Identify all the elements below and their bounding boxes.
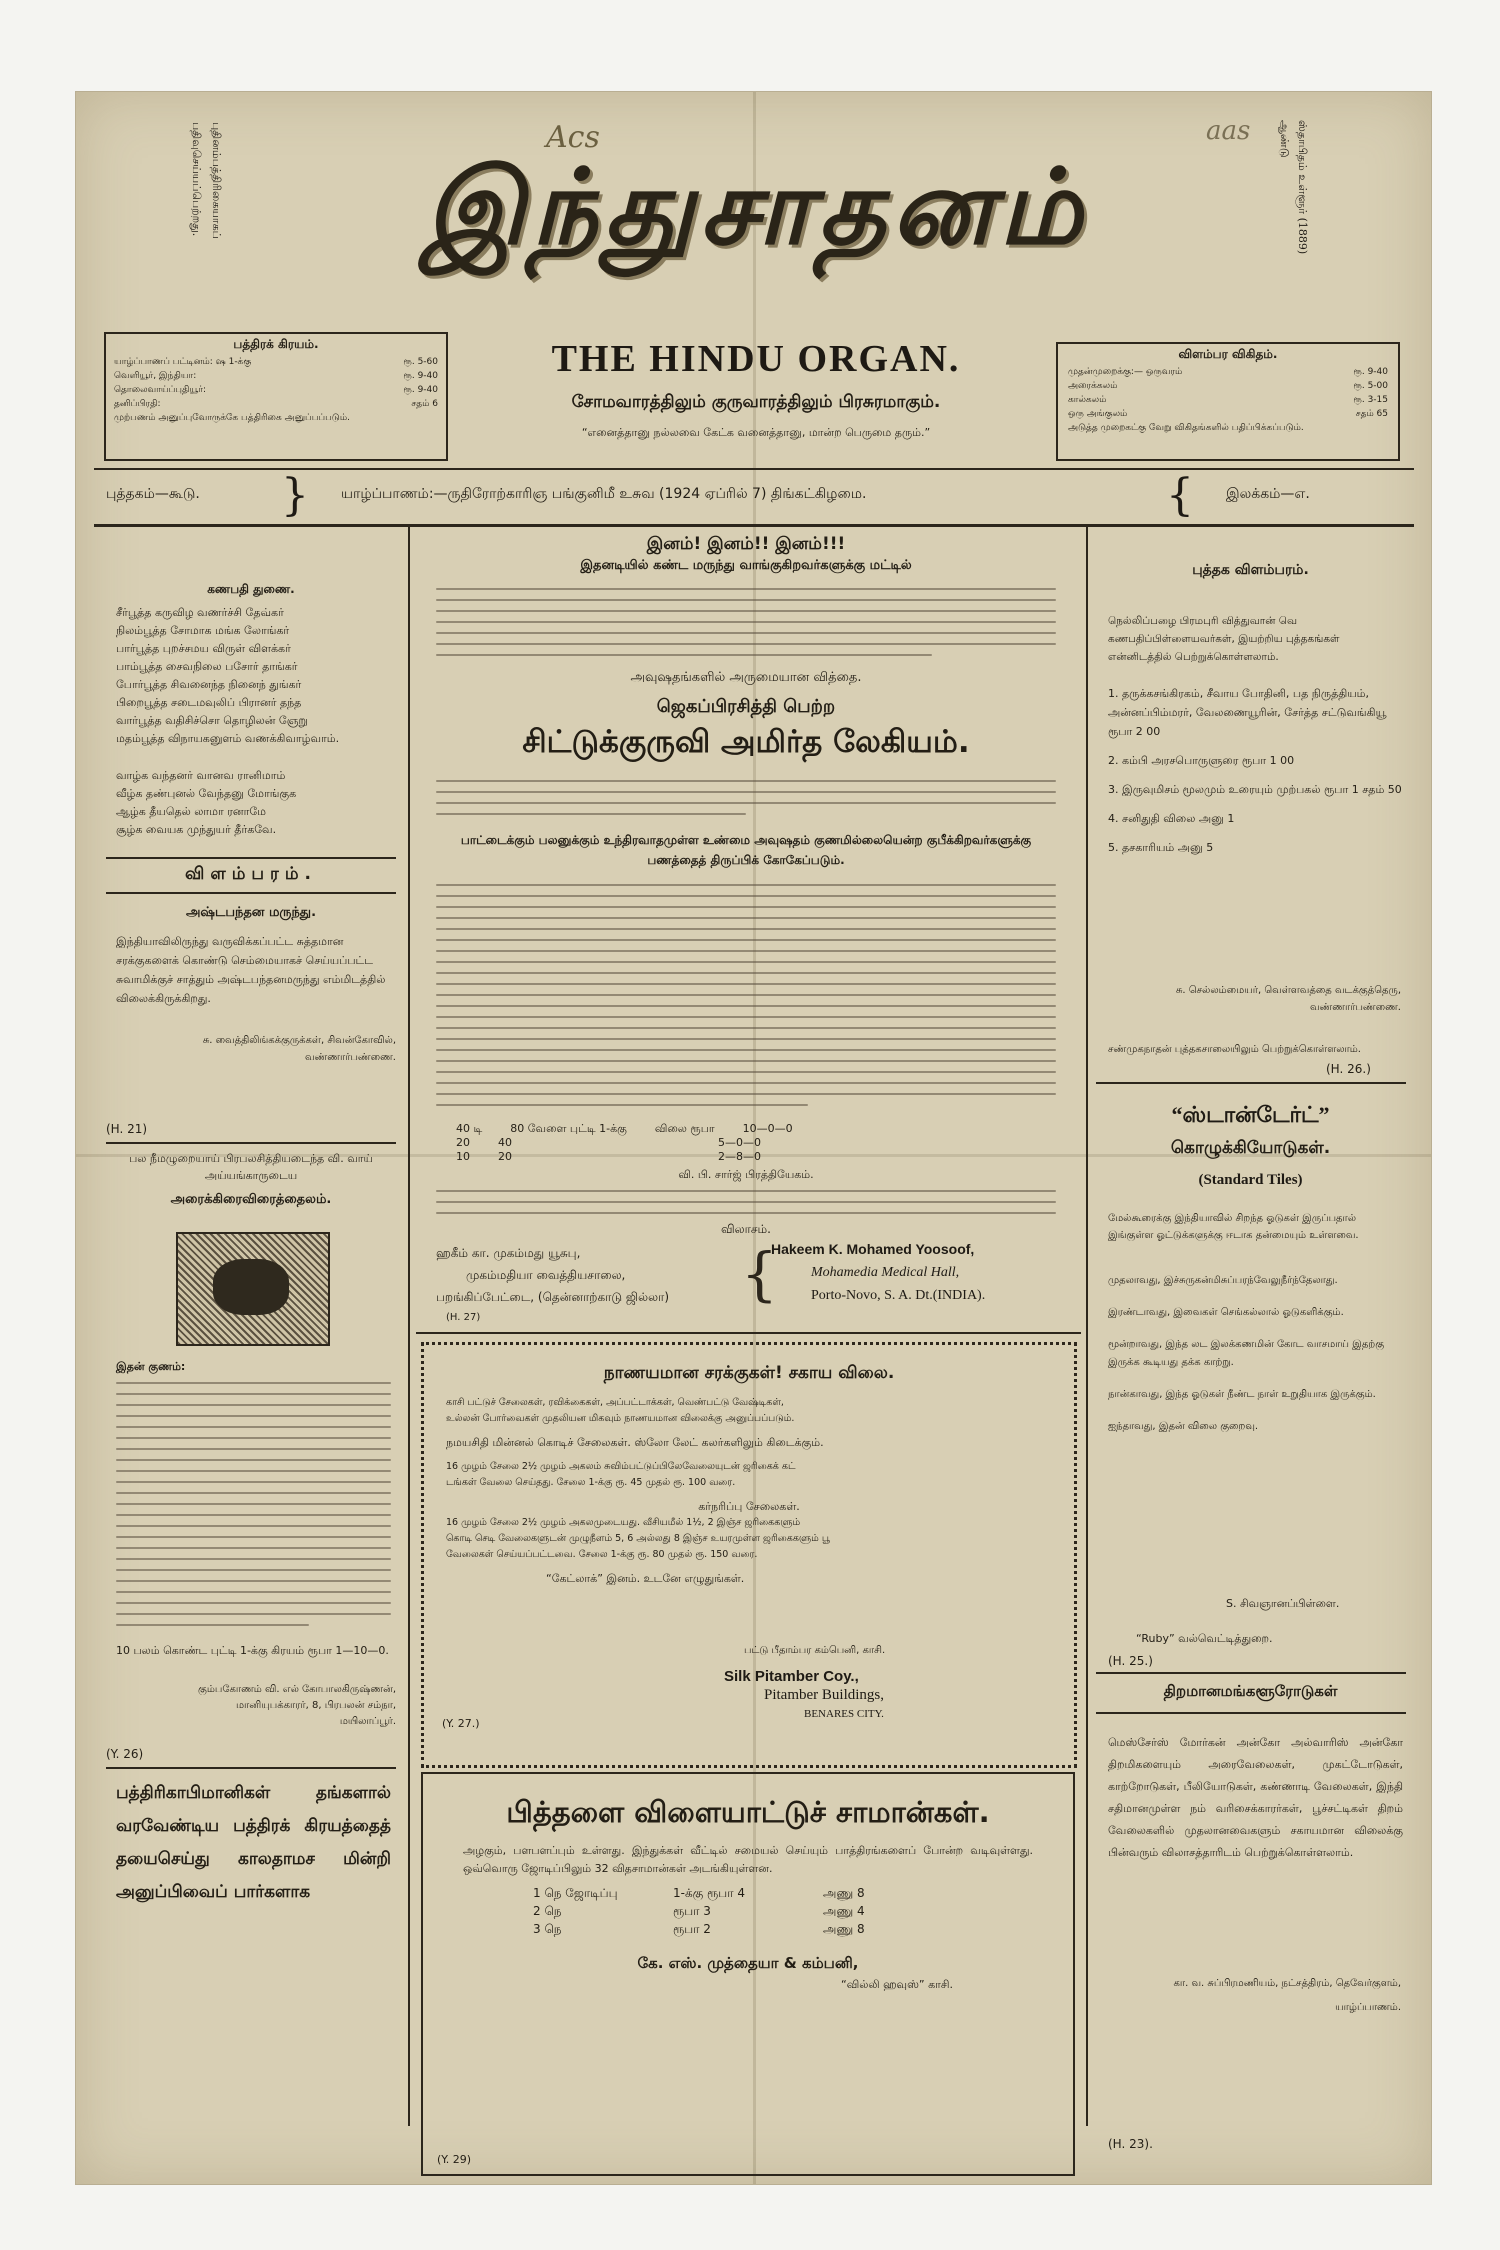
price-cell: 80 வேளை புட்டி 1-க்கு: [510, 1122, 627, 1135]
row-label: தொலைவாய்ப்புதியூர்:: [114, 385, 207, 395]
verse-line: வாழ்க வந்தனர் வானவ ரானிமாம்: [116, 769, 286, 782]
silk-line: வேலைகள் செய்யப்பட்டவை. சேலை 1-க்கு ரூ. 80 முதல் ரூ. 150 வரை.: [446, 1549, 758, 1560]
addr-line: Hakeem K. Mohamed Yoosoof,: [771, 1241, 975, 1257]
silk-line: டங்கள் வேலை செய்தது. சேலை 1-க்கு ரூ. 45 முதல் ரூ. 100 வரை.: [446, 1477, 736, 1488]
toys-price-cell: ரூபா 3: [673, 1904, 711, 1918]
rule: [416, 1332, 1081, 1334]
oil-description-text: [116, 1382, 391, 1635]
addr-line: Mohamedia Medical Hall,: [811, 1265, 960, 1280]
book-item: 4. சனிதுதி விலை அனு 1: [1108, 812, 1235, 825]
toys-body: அழகும், பளபளப்பும் உள்ளது. இந்துக்கள் வீட்டில் சமையல் செய்யும் பாத்திரங்களைப் போன்ற வடிவுள்ளது. ஒவ்வொரு ஜோடிப்பிலும் 32 விதசாமான்கள் அடங்கியுள்ளன.: [463, 1844, 1033, 1875]
book-item: 3. இருவுமிசம் மூலமும் உரையும் முற்பகல் ரூபா 1 சதம் 50: [1108, 783, 1402, 796]
adv-code: (H. 21): [106, 1122, 148, 1136]
mid-head-2: இதனடியில் கண்ட மருந்து வாங்குகிறவர்களுக்கு மட்டில்: [580, 558, 912, 573]
oil-bottle-illustration: [176, 1232, 330, 1346]
book-item: 5. தசகாரியம் அனு 5: [1108, 841, 1214, 854]
verse-line: பார்பூத்த புறச்சமய விருள் விளக்கர்: [116, 642, 291, 655]
tiles-sign: S. சிவஞானப்பிள்ளை.: [1226, 1597, 1340, 1610]
floral-emblem-icon: [213, 1259, 289, 1315]
books-note: சண்முகநாதன் புத்தகசாலையிலும் பெற்றுக்கொள்ளலாம்.: [1108, 1044, 1361, 1055]
addr-line: Porto-Novo, S. A. Dt.(INDIA).: [811, 1288, 986, 1303]
toys-price-cell: ரூபா 2: [673, 1922, 711, 1936]
silk-company-english: [724, 1667, 884, 1724]
price-cell: 2—8—0: [718, 1150, 761, 1163]
book-item: 2. கம்பி அரசபொருளுரை ரூபா 1 00: [1108, 754, 1295, 767]
toys-price-table: [423, 1878, 1073, 1938]
toys-price-row: [533, 1884, 1073, 1902]
rate-label: முதன்முறைக்கு:— ஒருவரம்: [1068, 367, 1183, 377]
toys-company: கே. எஸ். முத்தையா & கம்பனி,: [637, 1954, 859, 1972]
subscription-rows: [106, 353, 446, 427]
mid-intro-text: [436, 588, 1056, 665]
silk-company-tamil: பட்டு பீதாம்பர கம்பெனி, காசி.: [744, 1645, 886, 1656]
toys-price-cell: 1-க்கு ரூபா 4: [673, 1886, 745, 1900]
rule: [1096, 1672, 1406, 1674]
rate-value: சதம் 65: [1355, 409, 1388, 419]
verse-line: வார்பூத்த வதிசிச்சொ தொழிலன் ஞேறு: [116, 714, 308, 727]
mid-pre: அவுஷதங்களில் அருமையான வித்தை.: [630, 670, 862, 685]
rate-value: ரூ. 9-40: [1353, 367, 1388, 377]
silk-line: காசி பட்டுச் சேலைகள், ரவிக்கைகள், அப்பட்டாக்கள், வெண்பட்டு வேஷ்டிகள்,: [446, 1397, 784, 1408]
toys-title: பித்தளை விளையாட்டுச் சாமான்கள்.: [506, 1795, 990, 1829]
rule: [106, 1767, 396, 1769]
price-table: [456, 1122, 1016, 1164]
adv-title: அஷ்டபந்தன மருந்து.: [185, 905, 317, 920]
subscription-box: [104, 332, 448, 461]
product-tagline: பாட்டைக்கும் பலனுக்கும் உந்திரவாதமுள்ள உண்மை அவுஷதம் குணமில்லையென்ற குபீக்கிறவர்களுக்கு பணத்தைத் திருப்பிக் கோகேப்படும்.: [460, 833, 1032, 867]
rate-value: ரூ. 5-00: [1353, 381, 1388, 391]
toys-ad-box: [421, 1772, 1075, 2176]
price-row: [456, 1122, 1016, 1136]
silk-line: கொடி செடி வேலைகளுடன் முழுநீளம் 5, 6 அல்லது 8 இஞ்ச உயரமுள்ள ஜரிகைகளும் பூ: [446, 1533, 830, 1544]
toys-price-cell: அணு 8: [823, 1922, 865, 1936]
row-label: வெளியூர், இந்தியா:: [114, 371, 197, 381]
silk-ad-box: [421, 1342, 1077, 1768]
tiles2-sign: கா. வ. சுப்பிரமணியம், நட்சத்திரம், தெவேர்குளம், யாழ்ப்பாணம்.: [1173, 1978, 1401, 2013]
rate-row: [1068, 365, 1388, 379]
tiles-point: நான்காவது, இந்த ஓடுகள் நீண்ட நாள் உறுதியாக இருக்கும்.: [1108, 1389, 1376, 1400]
tiles-points: [1108, 1272, 1403, 1436]
subscription-row: [114, 383, 438, 397]
silk-body: [424, 1385, 1074, 1587]
side-right-line-1: ஸ்தாபிதம்: [1296, 120, 1309, 171]
subscription-row: [114, 355, 438, 369]
rule: [106, 892, 396, 894]
rate-label: அரைக்கலம்: [1068, 381, 1118, 391]
dateline-issue: இலக்கம்—எ.: [1226, 486, 1310, 502]
books-code: (H. 26.): [1326, 1062, 1371, 1076]
rate-row: [1068, 379, 1388, 393]
price-cell: 20: [498, 1150, 512, 1163]
product-name: சிட்டுக்குருவி அமிர்த லேகியம்.: [522, 724, 970, 760]
books-list: [1108, 684, 1403, 857]
english-title: THE HINDU ORGAN.: [551, 338, 961, 380]
price-row: [456, 1136, 1016, 1150]
price-cell: 10—0—0: [742, 1122, 793, 1135]
silk-line: 16 முழம் சேலை 2½ முழம் அகலமுடையது. வீசியமீல் 1½, 2 இஞ்ச ஜரிகைகளும்: [446, 1517, 801, 1528]
rate-row: [1068, 407, 1388, 421]
column-divider-right: [1086, 526, 1088, 2126]
ad-rates-title: விளம்பர விகிதம்.: [1178, 347, 1278, 361]
oil-price: 10 பலம் கொண்ட புட்டி 1-க்கு கிரயம் ரூபா 1—10—0.: [116, 1644, 389, 1657]
rule: [1096, 1082, 1406, 1084]
verse2-block: [116, 767, 396, 839]
addr-line: பறங்கிப்பேட்டை, (தென்னாற்காடு ஜில்லா): [436, 1290, 669, 1304]
masthead-side-left: [186, 122, 226, 272]
price-cell: 40 டி: [456, 1122, 483, 1135]
rule: [1096, 1712, 1406, 1714]
silk-headline: நாணயமான சரக்குகள்! சகாய விலை.: [603, 1363, 895, 1383]
tiles-point: மூன்றாவது, இந்த லட இலக்கணமின் கோட வாசமாய் இதற்கு இருக்க கூடியது தக்க காற்று.: [1108, 1339, 1385, 1368]
tiles-point: இரண்டாவது, இவைகள் செங்கல்லால் ஓடுகளிக்கும்.: [1108, 1307, 1344, 1318]
tiles-intro: மேல்கூரைக்கு இந்தியாவில் சிறந்த ஓடுகள் இருப்பதால் இங்குள்ள ஓட்டுக்களுக்கு ஈடாக தன்மையும் உள்ளவை.: [1108, 1213, 1359, 1241]
masthead-tamil-title: இந்துசாதனம்: [423, 145, 1089, 268]
newspaper-page: [76, 92, 1431, 2184]
toys-price-cell: 3 நெ: [533, 1922, 562, 1936]
product-body-text: [436, 884, 1056, 1115]
tiles-head-2: கொழுக்கியோடுகள்.: [1170, 1138, 1331, 1158]
book-item: 1. தருக்கசங்கிரகம், சீவாய போதினி, பத நிருத்தியம், அன்னப்பிம்மரர், வேலணையூரின், சேர்த்த சட்டுவங்கியூ ரூபா 2 00: [1108, 687, 1387, 738]
adv-heading: விளம்பரம்.: [185, 864, 317, 884]
dateline-volume: புத்தகம்—கூடு.: [106, 486, 200, 502]
row-value: சதம் 6: [411, 399, 438, 409]
silk-code: (Y. 27.): [442, 1717, 480, 1730]
silk-co-line: Silk Pitamber Coy.,: [724, 1668, 859, 1685]
addr-code: (H. 27): [446, 1312, 481, 1323]
tiles-place: “Ruby” வல்வெட்டித்துறை.: [1136, 1632, 1273, 1645]
oil-code: (Y. 26): [106, 1747, 144, 1761]
price-cell: 5—0—0: [718, 1136, 761, 1149]
side-left-line-1: புதினம்பத்திரிகையாகப்: [210, 122, 223, 239]
rate-label: கால்கலம்: [1068, 395, 1107, 405]
ad-rates-rows: [1058, 363, 1398, 437]
tiles-point: ஐந்தாவது, இதன் விலை குறைவு.: [1108, 1421, 1259, 1432]
tiles2-body: மெஸ்சேர்ஸ் மோர்கன் அன்கோ அல்வாரிஸ் அன்கோ திறமிகளையும் அரைவேலைகள், முகட்டோடுகள், காற்றோடுகள், பீலியோடுகள், கண்ணாடி வேலைகள், இந்தி சதிமானமுள்ள நம் வரிசைக்காரர்கள், பூச்சட்டிகள் திறம் வேலைகளில் முதலானவைகளும் சகாயமான விலைக்கு பின்வரும் விலாசத்தாரிடம் பெற்றுக்கொள்ளலாம்.: [1108, 1736, 1403, 1859]
verse-line: பிறைபூத்த சடைமவுலிப் பிரானர் தந்த: [116, 696, 302, 709]
handwritten-note-right: aas: [1206, 116, 1251, 146]
adv-body: இந்தியாவிலிருந்து வருவிக்கப்பட்ட சுத்தமான சரக்குகளைக் கொண்டு செம்மையாகச் செய்யப்பட்ட சுவாமிக்குச் சாத்தும் அஷ்டபந்தனமருந்து எம்மிடத்தில் விலைக்கிருக்கிறது.: [116, 935, 386, 1005]
tiles2-head: திறமானமங்களூரோடுகள்: [1163, 1682, 1338, 1700]
brace-right-icon: {: [1166, 470, 1194, 521]
row-value: ரூ. 9-40: [403, 385, 438, 395]
rate-label: ஒரு அங்குலம்: [1068, 409, 1128, 419]
handwritten-note-left: Acs: [546, 120, 600, 155]
addr-line: முகம்மதியா வைத்தியசாலை,: [466, 1268, 626, 1282]
side-right-line-2: உள்ளூர்: [1296, 174, 1309, 215]
column-divider-left: [408, 526, 410, 2126]
oil-uses-head: இதன் குணம்:: [116, 1360, 186, 1373]
vpp-note: வி. பி. சார்ஜ் பிரத்தியேகம்.: [678, 1168, 814, 1181]
oil-title: பல நீமழுறையாய் பிரபலசித்தியடைந்த வி. வாய் அய்யங்காருடைய: [129, 1152, 373, 1182]
ad-rates-box: [1056, 342, 1400, 461]
row-value: ரூ. 5-60: [403, 357, 438, 367]
price-cell: விலை ரூபா: [654, 1122, 715, 1135]
address-label: விலாசம்.: [721, 1222, 771, 1236]
price-cell: 20: [456, 1136, 470, 1149]
books-heading: புத்தக விளம்பரம்.: [1192, 562, 1309, 578]
books-sign: சு. செல்லம்மையர், வெள்ளவத்தை வடக்குத்தெரு, வண்ணார்பண்ணை.: [1175, 985, 1401, 1013]
row-label: தனிப்பிரதி:: [114, 399, 161, 409]
tiles2-code: (H. 23).: [1108, 2137, 1153, 2151]
rate-value: ரூ. 3-15: [1353, 395, 1388, 405]
oil-sign: கும்பகோணம் வி. எல் கோபாலகிருஷ்ணன், மானியுபக்காரர், 8, பிரபலன் சம்நா, மயிலாப்பூர்.: [198, 1684, 396, 1727]
subscription-row: [114, 397, 438, 411]
silk-line: நமயசிதி மின்னல் கொடிச் சேலைகள். ஸ்லோ லேட் கலர்களிலும் கிடைக்கும்.: [446, 1436, 824, 1449]
silk-line: கர்நரிப்பு சேலைகள்.: [698, 1500, 800, 1513]
toys-price-row: [533, 1920, 1073, 1938]
toys-company-sub: “வில்லி ஹவுஸ்” காசி.: [841, 1978, 953, 1991]
rule: [106, 857, 396, 859]
motto: “எனைத்தானு நல்லவை கேட்க வனைத்தானு, மான்ற பெருமை தரும்.”: [581, 426, 931, 439]
address-english: [771, 1238, 1071, 1307]
addr-line: ஹகீம் கா. முகம்மது யூசுபு,: [436, 1246, 581, 1260]
silk-line: 16 முழம் சேலை 2½ முழம் அகலம் சுவிம்பட்டுப்பிலேவேலையுடன் ஜரிகைக் கட்: [446, 1461, 796, 1472]
brace-left-icon: }: [281, 470, 309, 521]
subscription-title: பத்திரக் கிரயம்.: [233, 337, 319, 351]
mid-famous: ஜெகப்பிரசித்தி பெற்ற: [656, 696, 836, 717]
rate-note: அடுத்த முறைகட்கு வேறு விகிதங்களில் பதிப்பிக்கப்படும்.: [1068, 423, 1304, 433]
books-intro: நெல்லிப்பழை பிரமபுரி வித்துவான் வெ கணபதிப்பிள்ளையவர்கள், இயற்றிய புத்தகங்கள் என்னிடத்தில் பெற்றுக்கொள்ளலாம்.: [1108, 615, 1340, 663]
subscriber-notice: பத்திரிகாபிமானிகள் தங்களால் வரவேண்டிய பத்திரக் கிரயத்தைத் தயைசெய்து காலதாமச மின்றி அனுப்பிவைப் பார்களாக: [116, 1783, 391, 1902]
price-cell: 10: [456, 1150, 470, 1163]
silk-co-line: Pitamber Buildings,: [764, 1687, 884, 1703]
silk-line: உல்லன் போர்வைகள் முதலியன மிகவும் நாணயமான விலைக்கு அனுப்பப்படும்.: [446, 1413, 795, 1424]
adv-sign: சு. வைத்திலிங்கக்குருக்கள், சிவன்கோவில், வண்ணார்பண்ணை.: [202, 1035, 396, 1063]
rule-below-dateline: [94, 524, 1414, 527]
rule: [106, 1142, 396, 1144]
verse-line: சூழ்க வையக முந்துயர் தீர்கவே.: [116, 823, 277, 836]
left-heading: கணபதி துணை.: [207, 582, 295, 596]
tiles-head-1: “ஸ்டான்டேர்ட்”: [1171, 1102, 1330, 1127]
brace-address-icon: {: [741, 1240, 778, 1308]
subscription-row: [114, 369, 438, 383]
toys-price-row: [533, 1902, 1073, 1920]
vpp-detail-text: [436, 1190, 1056, 1223]
verse-line: மதம்பூத்த விநாயகனுளம் வணக்கிவாழ்வாம்.: [116, 732, 340, 745]
toys-price-cell: 2 நெ: [533, 1904, 562, 1918]
row-value: ரூ. 9-40: [403, 371, 438, 381]
silk-line: “கேட்லாக்” இனம். உடனே எழுதுங்கள்.: [546, 1572, 745, 1585]
product-desc-text: [436, 780, 1056, 824]
toys-price-cell: 1 நெ ஜோடிப்பு: [533, 1886, 618, 1900]
verse-line: பாம்பூத்த சைவநிலை பசோர் தாங்கர்: [116, 660, 298, 673]
rate-row: [1068, 393, 1388, 407]
verse-line: நிலம்பூத்த சோமாக மங்க லோங்கர்: [116, 624, 290, 637]
verse-line: ஆழ்க தீயதெல் லாமா ரனாமே: [116, 805, 266, 818]
toys-price-cell: அணு 8: [823, 1886, 865, 1900]
mid-head-1: இனம்! இனம்!! இனம்!!!: [646, 534, 846, 554]
side-right-line-3: (1889) ஆண்டு: [1278, 120, 1309, 255]
oil-name: அரைக்கிரைவிரைத்தைலம்.: [170, 1192, 332, 1207]
toys-code: (Y. 29): [437, 2153, 472, 2166]
verse-line: சீர்பூத்த கருவிழ வணர்ச்சி தேவ்கர்: [116, 606, 284, 619]
side-left-line-2: பதிவுசெய்யப்பெற்றது.: [190, 122, 203, 237]
verse-line: வீழ்க தண்புனல் வேந்தனு மோங்குக: [116, 787, 297, 800]
price-cell: 40: [498, 1136, 512, 1149]
dateline-date: யாழ்ப்பாணம்:—ருதிரோற்காரிஞ பங்குனிமீ உசுவ (1924 ஏப்ரில் 7) திங்கட்கிழமை.: [341, 486, 867, 502]
subtitle: சோமவாரத்திலும் குருவாரத்திலும் பிரசுரமாகும்.: [571, 392, 941, 412]
row-label: யாழ்ப்பாணப் பட்டினம்: ஷ 1-க்கு: [114, 357, 252, 367]
toys-price-cell: அணு 4: [823, 1904, 865, 1918]
silk-co-line: BENARES CITY.: [804, 1708, 884, 1720]
verse-line: போர்பூத்த சிவனைந்த நினைந் துங்கர்: [116, 678, 302, 691]
verse-block: [116, 604, 396, 748]
tiles-point: முதலாவது, இச்சுருகன்மிசுப்பரந்வேலுநீர்ந்தேலாது.: [1108, 1275, 1338, 1286]
tiles-head-3: (Standard Tiles): [1198, 1172, 1303, 1188]
subscription-note: முற்பணம் அனுப்புவோருக்கே பத்திரிகை அனுப்பப்படும்.: [114, 413, 350, 423]
price-row: [456, 1150, 1016, 1164]
masthead-side-right: [1251, 120, 1311, 270]
tiles-code: (H. 25.): [1108, 1654, 1153, 1668]
address-tamil: [436, 1242, 736, 1308]
